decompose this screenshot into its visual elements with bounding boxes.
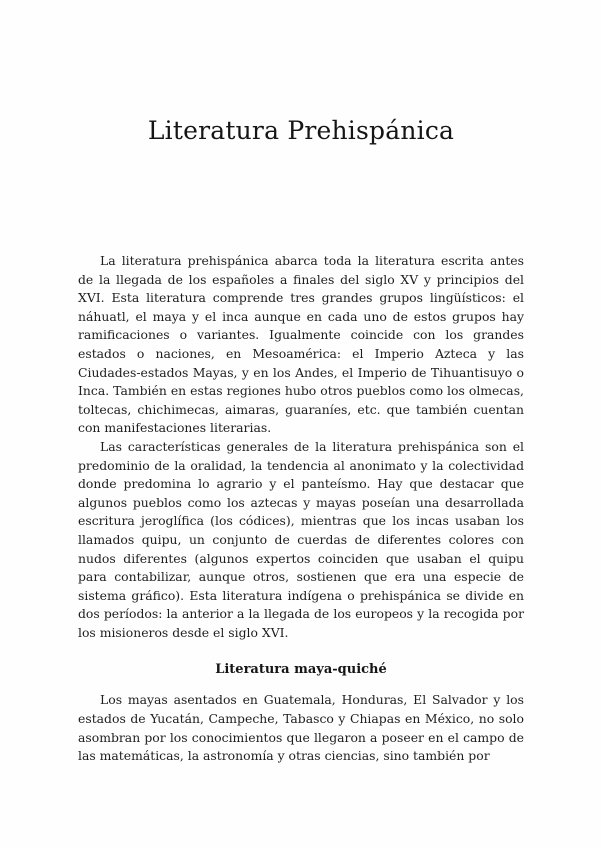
paragraph: Los mayas asentados en Guatemala, Honduras, El Salvador y los estados de Yucatán, Campeche, Tabasco y Chiapas en México, no solo asombran por los conocimientos que llegaron a poseer en el campo de las matemáticas, la astronomía y otras ciencias, sino también por: [78, 692, 524, 764]
page-title: Literatura Prehispánica: [147, 116, 455, 145]
page-content: [78, 0, 524, 766]
body-text: [78, 252, 524, 766]
section-heading: Literatura maya-quiché: [215, 662, 387, 678]
paragraph: Las características generales de la literatura prehispánica son el predominio de la oralidad, la tendencia al anonimato y la colectividad donde predomina lo agrario y el panteísmo. Hay que destacar que algunos pueblos como los aztecas y mayas poseían una desarrollada escritura jeroglífica (los códices), mientras que los incas usaban los llamados quipu, un conjunto de cuerdas de diferentes colores con nudos diferentes (algunos expertos coinciden que usaban el quipu para contabilizar, aunque otros, sostienen que era una especie de sistema gráfico). Esta literatura indígena o prehispánica se divide en dos períodos: la anterior a la llegada de los europeos y la recogida por los misioneros desde el siglo XVI.: [78, 438, 524, 640]
paragraph: La literatura prehispánica abarca toda la literatura escrita antes de la llegada de los españoles a finales del siglo XV y principios del XVI. Esta literatura comprende tres grandes grupos lingüísticos: el náhuatl, el maya y el inca aunque en cada uno de estos grupos hay ramificaciones o variantes. Igualmente coincide con los grandes estados o naciones, en Mesoamérica: el Imperio Azteca y las Ciudades-estados Mayas, y en los Andes, el Imperio de Tihuantisuyo o Inca. También en estas regiones hubo otros pueblos como los olmecas, toltecas, chichimecas, aimaras, guaraníes, etc. que también cuentan con manifestaciones literarias.: [78, 253, 524, 436]
